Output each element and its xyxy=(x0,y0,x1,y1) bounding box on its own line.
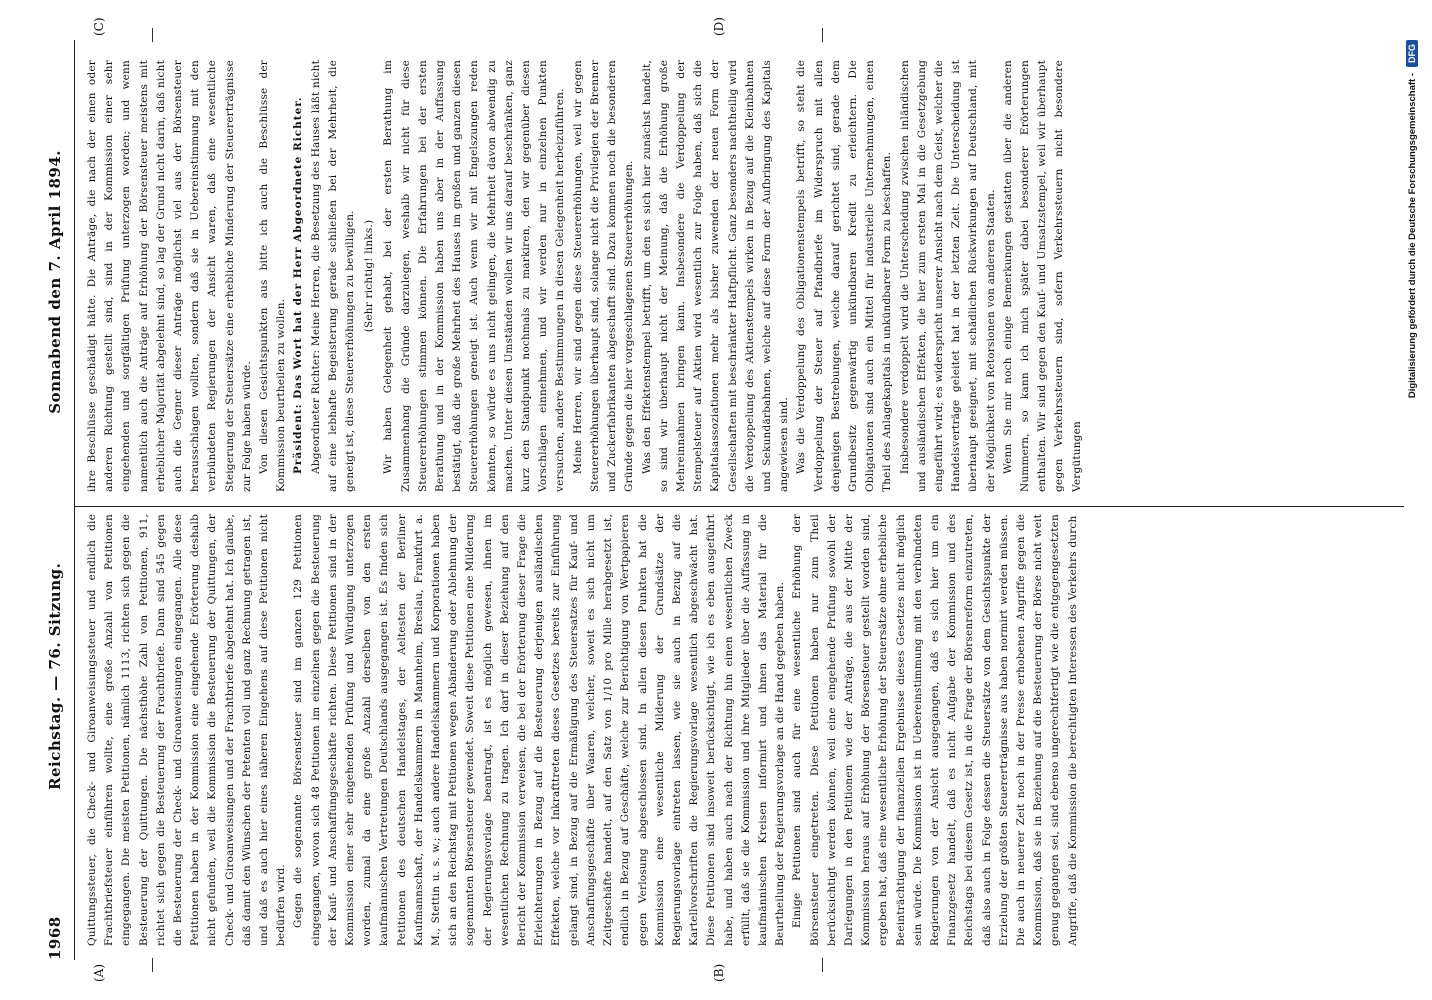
session-title: Reichstag. — 76. Sitzung. xyxy=(46,562,64,790)
paragraph: Was den Effektenstempel betrifft, um den es sich hier zunächst handelt, so sind wir überhaupt nicht der Meinung, daß die Erhöhung große Mehreinnahmen bringen kann. Insbesondere die Verdoppelung der Stempelsteuer auf Aktien wird wesentlich zur Folge haben, daß sich die Kapitalsassoziationen mehr als bisher zuwenden der neuen Form der Gesellschaften mit beschränkter Haftpflicht. Ganz besonders nachtheilig wird die Verdoppelung des Aktienstempels wirken in Bezug auf die Kleinbahnen und Sekundärbahnen, welche auf diese Form der Aufbringung des Kapitals angewiesen sind. xyxy=(640,60,791,492)
paragraph: Meine Herren, wir sind gegen diese Steuererhöhungen, weil wir gegen Steuererhöhungen überhaupt sind, solange nicht die Privilegien der Brenner und Zuckerfabrikanten abgeschafft sind. Dazu kommen noch die besonderen Gründe gegen die hier vorgeschlagenen Steuererhöhungen. xyxy=(571,60,636,492)
paragraph: Wir haben Gelegenheit gehabt, bei der ersten Berathung im Zusammenhang die Gründe darzulegen, weshalb wir nicht für diese Steuererhöhungen stimmen können. Die Erfahrungen bei der ersten Berathung und in der Kommission haben uns aber in der Auffassung bestätigt, daß die große Mehrheit des Hauses im großen und ganzen diesen Steuererhöhungen geneigt ist. Auch wenn wir mit Engelszungen reden könnten, so würde es uns nicht gelingen, die Mehrheit davon abwendig zu machen. Unter diesen Umständen wollen wir uns darauf beschränken, ganz kurz den Standpunkt nochmals zu markiren, den wir gegenüber diesen Vorschlägen einnehmen, und wir werden nur in einzelnen Punkten versuchen, andere Bestimmungen in diesen Gelegenheit herbeizuführen. xyxy=(382,60,567,492)
dfg-logo: DFG xyxy=(1406,40,1418,67)
margin-marker-a: (A) xyxy=(92,963,106,982)
margin-dash xyxy=(152,28,153,42)
paragraph: Wenn Sie mir noch einige Bemerkungen gestatten über die anderen Nummern, so kann ich mich später dabei besonderer Erörterungen enthalten. Wir sind gegen den Kauf- und Umsatzstempel, weil wir überhaupt gegen Verkehrssteuern sind, sofern Verkehrssteuern nicht besondere Vergütungen xyxy=(1001,60,1083,492)
paragraph: Insbesondere verdoppelt wird die Unterscheidung zwischen inländischen und ausländischen Effekten, die hier zum ersten Mal in die Gesetzgebung eingeführt wird; es widerspricht unserer Ansicht nach dem Geist, welcher die Handelsverträge geleitet hat in der letzten Zeit. Die Unterscheidung ist überhaupt geeignet, mit schädlichen Rückwirkungen auf Deutschland, mit der Möglichkeit von Retorsionen von anderen Staaten. xyxy=(898,60,997,492)
page-number: 1968 xyxy=(46,916,64,960)
paragraph: Einige Petitionen sind auch für eine wesentliche Erhöhung der Börsensteuer eingetreten. Diese Petitionen haben nur zum Theil berücksichtigt werden können, weil eine eingehende Prüfung sowohl der Darlegungen in den Petitionen wie der Anträge, die aus der Mitte der Kommission heraus auf Erhöhung der Börsensteuer gestellt worden sind, ergeben hat, daß eine wesentliche Erhöhung der Steuersätze ohne erhebliche Beeinträchtigung der finanziellen Ergebnisse dieses Gesetzes nicht möglich sein würde. Die Kommission ist in Uebereinstimmung mit den verbündeten Regierungen von der Ansicht ausgegangen, daß es sich hier um ein Finanzgesetz handelt, daß es nicht Aufgabe der Kommission und des Reichstags bei diesem Gesetz ist, in die Frage der Börsenreform einzutreten, daß also auch in Folge dessen die Steuersätze von dem Gesichtspunkte der Erzielung der größten Steuererträgnisse aus haben normirt werden müssen. Die auch in neuerer Zeit noch in der Presse erhobenen Angriffe gegen die Kommission, daß sie in Beziehung auf die Besteuerung der Börse nicht weit genug gegangen sei, sind ebenso ungerechtfertigt wie die entgegengesetzten Angriffe, daß die Kommission die berechtigten Interessen des Verkehrs durch xyxy=(791,514,1079,946)
interjection: (Sehr richtig! links.) xyxy=(363,219,376,333)
header-rule xyxy=(74,40,75,960)
paragraph: Gegen die sogenannte Börsensteuer sind im ganzen 129 Petitionen eingegangen, wovon sich 48 Petitionen im einzelnen gegen die Besteuerung der Kauf- und Anschaffungsgeschäfte richten. Diese Petitionen sind in der Kommission einer sehr eingehenden Prüfung und Würdigung unterzogen worden, zumal da eine große Anzahl derselben von den ersten kaufmännischen Vertretungen Deutschlands ausgegangen ist. Es finden sich Petitionen des deutschen Handelstages, der Aeltesten der Berliner Kaufmannschaft, der Handelskammern in Mannheim, Breslau, Frankfurt a. M., Stettin u. s. w.; auch andere Handelskammern und Korporationen haben sich an den Reichstag mit Petitionen wegen Abänderung oder Ablehnung der sogenannten Börsensteuer gewendet. Soweit diese Petitionen eine Milderung der Regierungsvorlage beantragt, ist es möglich gewesen, ihnen im wesentlichen Rechnung zu tragen. Ich darf in dieser Beziehung auf den Bericht der Kommission verweisen, die bei der Erörterung dieser Frage die Erleichterungen in Bezug auf die Besteuerung derjenigen ausländischen Effekten, welche vor Inkrafttreten dieses Gesetzes bereits zur Einführung gelangt sind, in Bezug auf die Ermäßigung des Steuersatzes für Kauf- und Anschaffungsgeschäfte über Waaren, welcher, soweit es sich nicht um Zeitgeschäfte handelt, auf den Satz von 1/10 pro Mille herabgesetzt ist, endlich in Bezug auf Geschäfte, welche zur Berichtigung von Wertpapieren gegen Verlosung abgeschlossen sind. In allen diesen Punkten hat die Kommission eine wesentliche Milderung der Grundsätze der Regierungsvorlage eintreten lassen, wie sie auch in Bezug auf die Kartellvorschriften die Regierungsvorlage wesentlich abgeschwächt hat. Diese Petitionen sind insoweit berücksichtigt, wie ich es eben ausgeführt habe, und haben auch nach der Richtung hin einen wesentlichen Zweck erfüllt, daß sie die Kommission und ihre Mitglieder über die Auffassung in kaufmännischen Kreisen informirt und ihnen das Material für die Beurtheilung der Regierungsvorlage an die Hand gegeben haben. xyxy=(292,514,787,946)
digitization-credit xyxy=(1406,40,1428,960)
right-column xyxy=(84,60,1394,492)
credit-text: Digitalisierung gefördert durch die Deutsche Forschungsgemeinschaft - xyxy=(1407,73,1418,399)
session-date: Sonnabend den 7. April 1894. xyxy=(46,150,64,414)
left-column xyxy=(84,514,1394,946)
page-header xyxy=(40,40,70,960)
margin-dash xyxy=(822,958,823,972)
speaker-line-president: Präsident: Das Wort hat der Herr Abgeordnete Richter. xyxy=(292,96,305,474)
margin-dash xyxy=(822,28,823,42)
margin-marker-c: (C) xyxy=(92,17,106,36)
margin-dash xyxy=(152,958,153,972)
paragraph: Quittungssteuer, die Check- und Giroanweisungssteuer und endlich die Frachtbriefsteuer einführen wollte, eine große Anzahl von Petitionen eingegangen. Die meisten Petitionen, nämlich 1113, richten sich gegen die Besteuerung der Quittungen. Die nächsthöhe Zahl von Petitionen, 911, richtet sich gegen die Besteuerung der Frachtbriefe. Dann sind 545 gegen die Besteuerung der Check- und Giroanweisungen eingegangen. Alle diese Petitionen haben in der Kommission eine eingehende Erörterung deshalb nicht gefunden, weil die Kommission die Besteuerung der Quittungen, der Check- und Giroanweisungen und der Frachtbriefe abgelehnt hat. Ich glaube, daß damit den Wünschen der Petenten voll und ganz Rechnung getragen ist, und daß es auch hier eines näheren Eingehens auf diese Petitionen nicht bedürfen wird. xyxy=(86,514,288,946)
column-divider xyxy=(74,506,1404,507)
margin-marker-d: (D) xyxy=(712,17,726,36)
paragraph: ihre Beschlüsse geschädigt hätte. Die Anträge, die nach der einen oder anderen Richtung gestellt sind, sind in der Kommission einer sehr eingehenden und sorgfältigen Prüfung unterzogen worden; und wenn namentlich auch die Anträge auf Erhöhung der Börsensteuer meistens mit erheblicher Majorität abgelehnt sind, so lag der Grund nicht darin, daß nicht auch die Gegner dieser Anträge möglichst viel aus der Börsensteuer herausschlagen wollten, sondern daß sie in Uebereinstimmung mit den verbündeten Regierungen der Ansicht waren, daß eine wesentliche Steigerung der Steuersätze eine erhebliche Minderung der Steuererträgnisse zur Folge haben würde. xyxy=(86,60,253,492)
paragraph: Was die Verdoppelung des Obligationenstempels betrifft, so steht die Verdoppelung der Steuer auf Pfandbriefe im Widerspruch mit allen denjenigen Bestrebungen, welche darauf gerichtet sind, gerade dem Grundbesitz gegenwärtig unkündbaren Kredit zu erleichtern. Die Obligationen sind auch ein Mittel für industrielle Unternehmungen, einen Theil des Anlagekapitals in unkündbarer Form zu beschaffen. xyxy=(795,60,894,492)
margin-marker-b: (B) xyxy=(712,963,726,982)
paragraph: Von diesen Gesichtspunkten aus bitte ich auch die Beschlüsse der Kommission beurtheilen zu wollen. xyxy=(258,60,288,492)
speech-opening: Abgeordneter Richter: Meine Herren, die Besetzung des Hauses läßt nicht auf eine lebhafte Begeisterung gerade schließen bei der Mehrheit, die geneigt ist, diese Steuererhöhungen zu bewilligen. xyxy=(309,60,357,492)
